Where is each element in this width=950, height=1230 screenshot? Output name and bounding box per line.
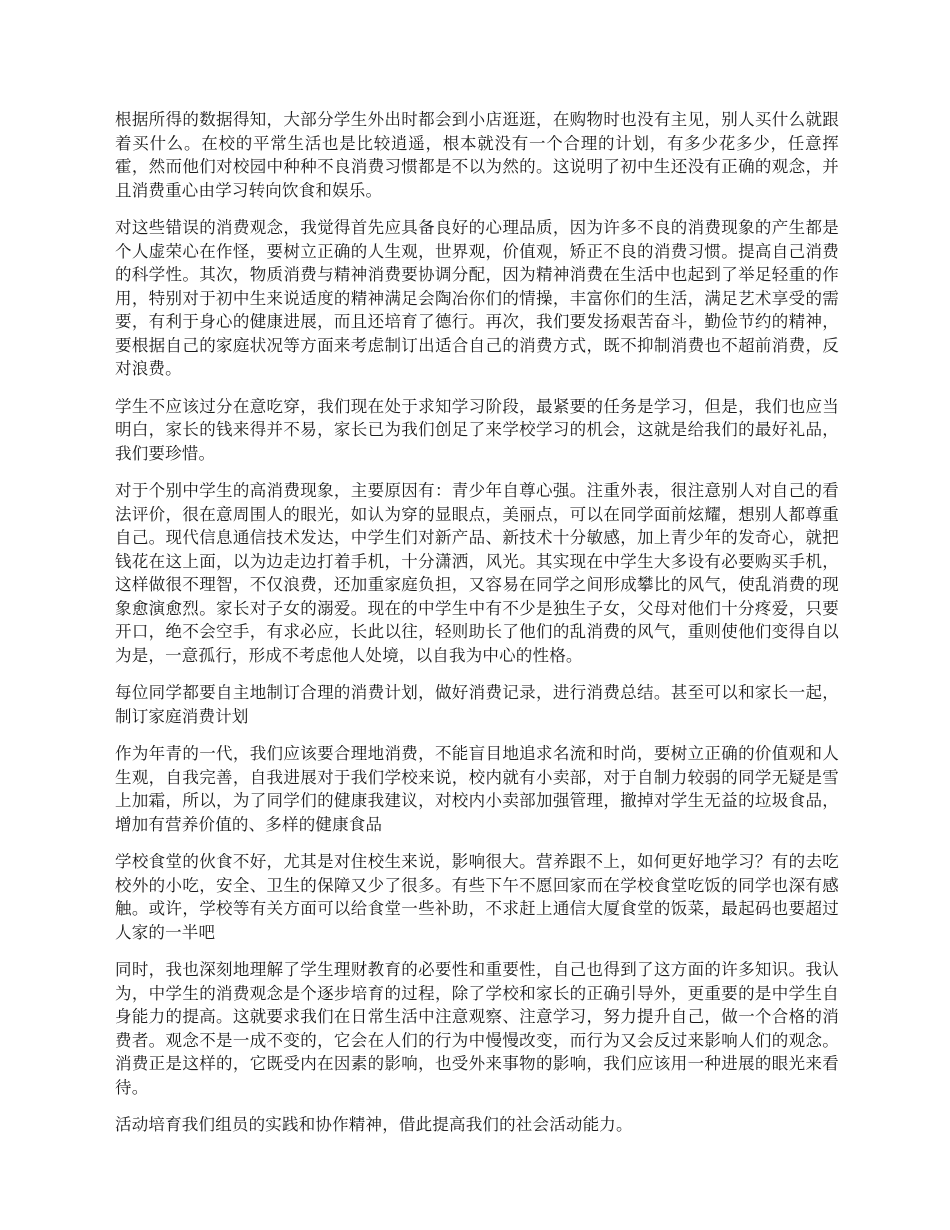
paragraph-7: 学校食堂的伙食不好，尤其是对住校生来说，影响很大。营养跟不上，如何更好地学习？有的去吃校外的小吃，安全、卫生的保障又少了很多。有些下午不愿回家而在学校食堂吃饭的同学也深有感触。或许，学校等有关方面可以给食堂一些补助，不求赶上通信大厦食堂的饭菜，最起码也要超过人家的一半吧 <box>115 852 839 942</box>
paragraph-5: 每位同学都要自主地制订合理的消费计划，做好消费记录，进行消费总结。甚至可以和家长一起，制订家庭消费计划 <box>115 683 839 726</box>
paragraph-1: 根据所得的数据得知，大部分学生外出时都会到小店逛逛，在购物时也没有主见，别人买什么就跟着买什么。在校的平常生活也是比较逍遥，根本就没有一个合理的计划，有多少花多少，任意挥霍，然而他们对校园中种种不良消费习惯都是不以为然的。这说明了初中生还没有正确的观念，并且消费重心由学习转向饮食和娱乐。 <box>115 110 839 200</box>
paragraph-3: 学生不应该过分在意吃穿，我们现在处于求知学习阶段，最紧要的任务是学习，但是，我们也应当明白，家长的钱来得并不易，家长已为我们创足了来学校学习的机会，这就是给我们的最好礼品，我们要珍惜。 <box>115 396 839 463</box>
paragraph-6: 作为年青的一代，我们应该要合理地消费，不能盲目地追求名流和时尚，要树立正确的价值观和人生观，自我完善，自我进展对于我们学校来说，校内就有小卖部，对于自制力较弱的同学无疑是雪上加霜，所以，为了同学们的健康我建议，对校内小卖部加强管理，撤掉对学生无益的垃圾食品，增加有营养价值的、多样的健康食品 <box>115 744 839 834</box>
paragraph-4: 对于个别中学生的高消费现象，主要原因有：青少年自尊心强。注重外表，很注意别人对自己的看法评价，很在意周围人的眼光，如认为穿的显眼点，美丽点，可以在同学面前炫耀，想别人都尊重自己。现代信息通信技术发达，中学生们对新产品、新技术十分敏感，加上青少年的发奇心，就把钱花在这上面，以为边走边打着手机，十分潇洒，风光。其实现在中学生大多设有必要购买手机，这样做很不理智，不仅浪费，还加重家庭负担，又容易在同学之间形成攀比的风气，使乱消费的现象愈演愈烈。家长对子女的溺爱。现在的中学生中有不少是独生子女，父母对他们十分疼爱，只要开口，绝不会空手，有求必应，长此以往，轻则助长了他们的乱消费的风气，重则使他们变得自以为是，一意孤行，形成不考虑他人处境，以自我为中心的性格。 <box>115 481 839 665</box>
paragraph-8: 同时，我也深刻地理解了学生理财教育的必要性和重要性，自己也得到了这方面的许多知识。我认为，中学生的消费观念是个逐步培育的过程，除了学校和家长的正确引导外，更重要的是中学生自身能力的提高。这就要求我们在日常生活中注意观察、注意学习，努力提升自己，做一个合格的消费者。观念不是一成不变的，它会在人们的行为中慢慢改变，而行为又会反过来影响人们的观念。消费正是这样的，它既受内在因素的影响，也受外来事物的影响，我们应该用一种进展的眼光来看待。 <box>115 960 839 1097</box>
document-body <box>115 108 839 1151</box>
paragraph-2: 对这些错误的消费观念，我觉得首先应具备良好的心理品质，因为许多不良的消费现象的产生都是个人虚荣心在作怪，要树立正确的人生观，世界观，价值观，矫正不良的消费习惯。提高自己消费的科学性。其次，物质消费与精神消费要协调分配，因为精神消费在生活中也起到了举足轻重的作用，特别对于初中生来说适度的精神满足会陶冶你们的情操，丰富你们的生活，满足艺术享受的需要，有利于身心的健康进展，而且还培育了德行。再次，我们要发扬艰苦奋斗，勤俭节约的精神，要根据自己的家庭状况等方面来考虑制订出适合自己的消费方式，既不抑制消费也不超前消费，反对浪费。 <box>115 218 839 378</box>
paragraph-9: 活动培育我们组员的实践和协作精神，借此提高我们的社会活动能力。 <box>115 1115 633 1134</box>
